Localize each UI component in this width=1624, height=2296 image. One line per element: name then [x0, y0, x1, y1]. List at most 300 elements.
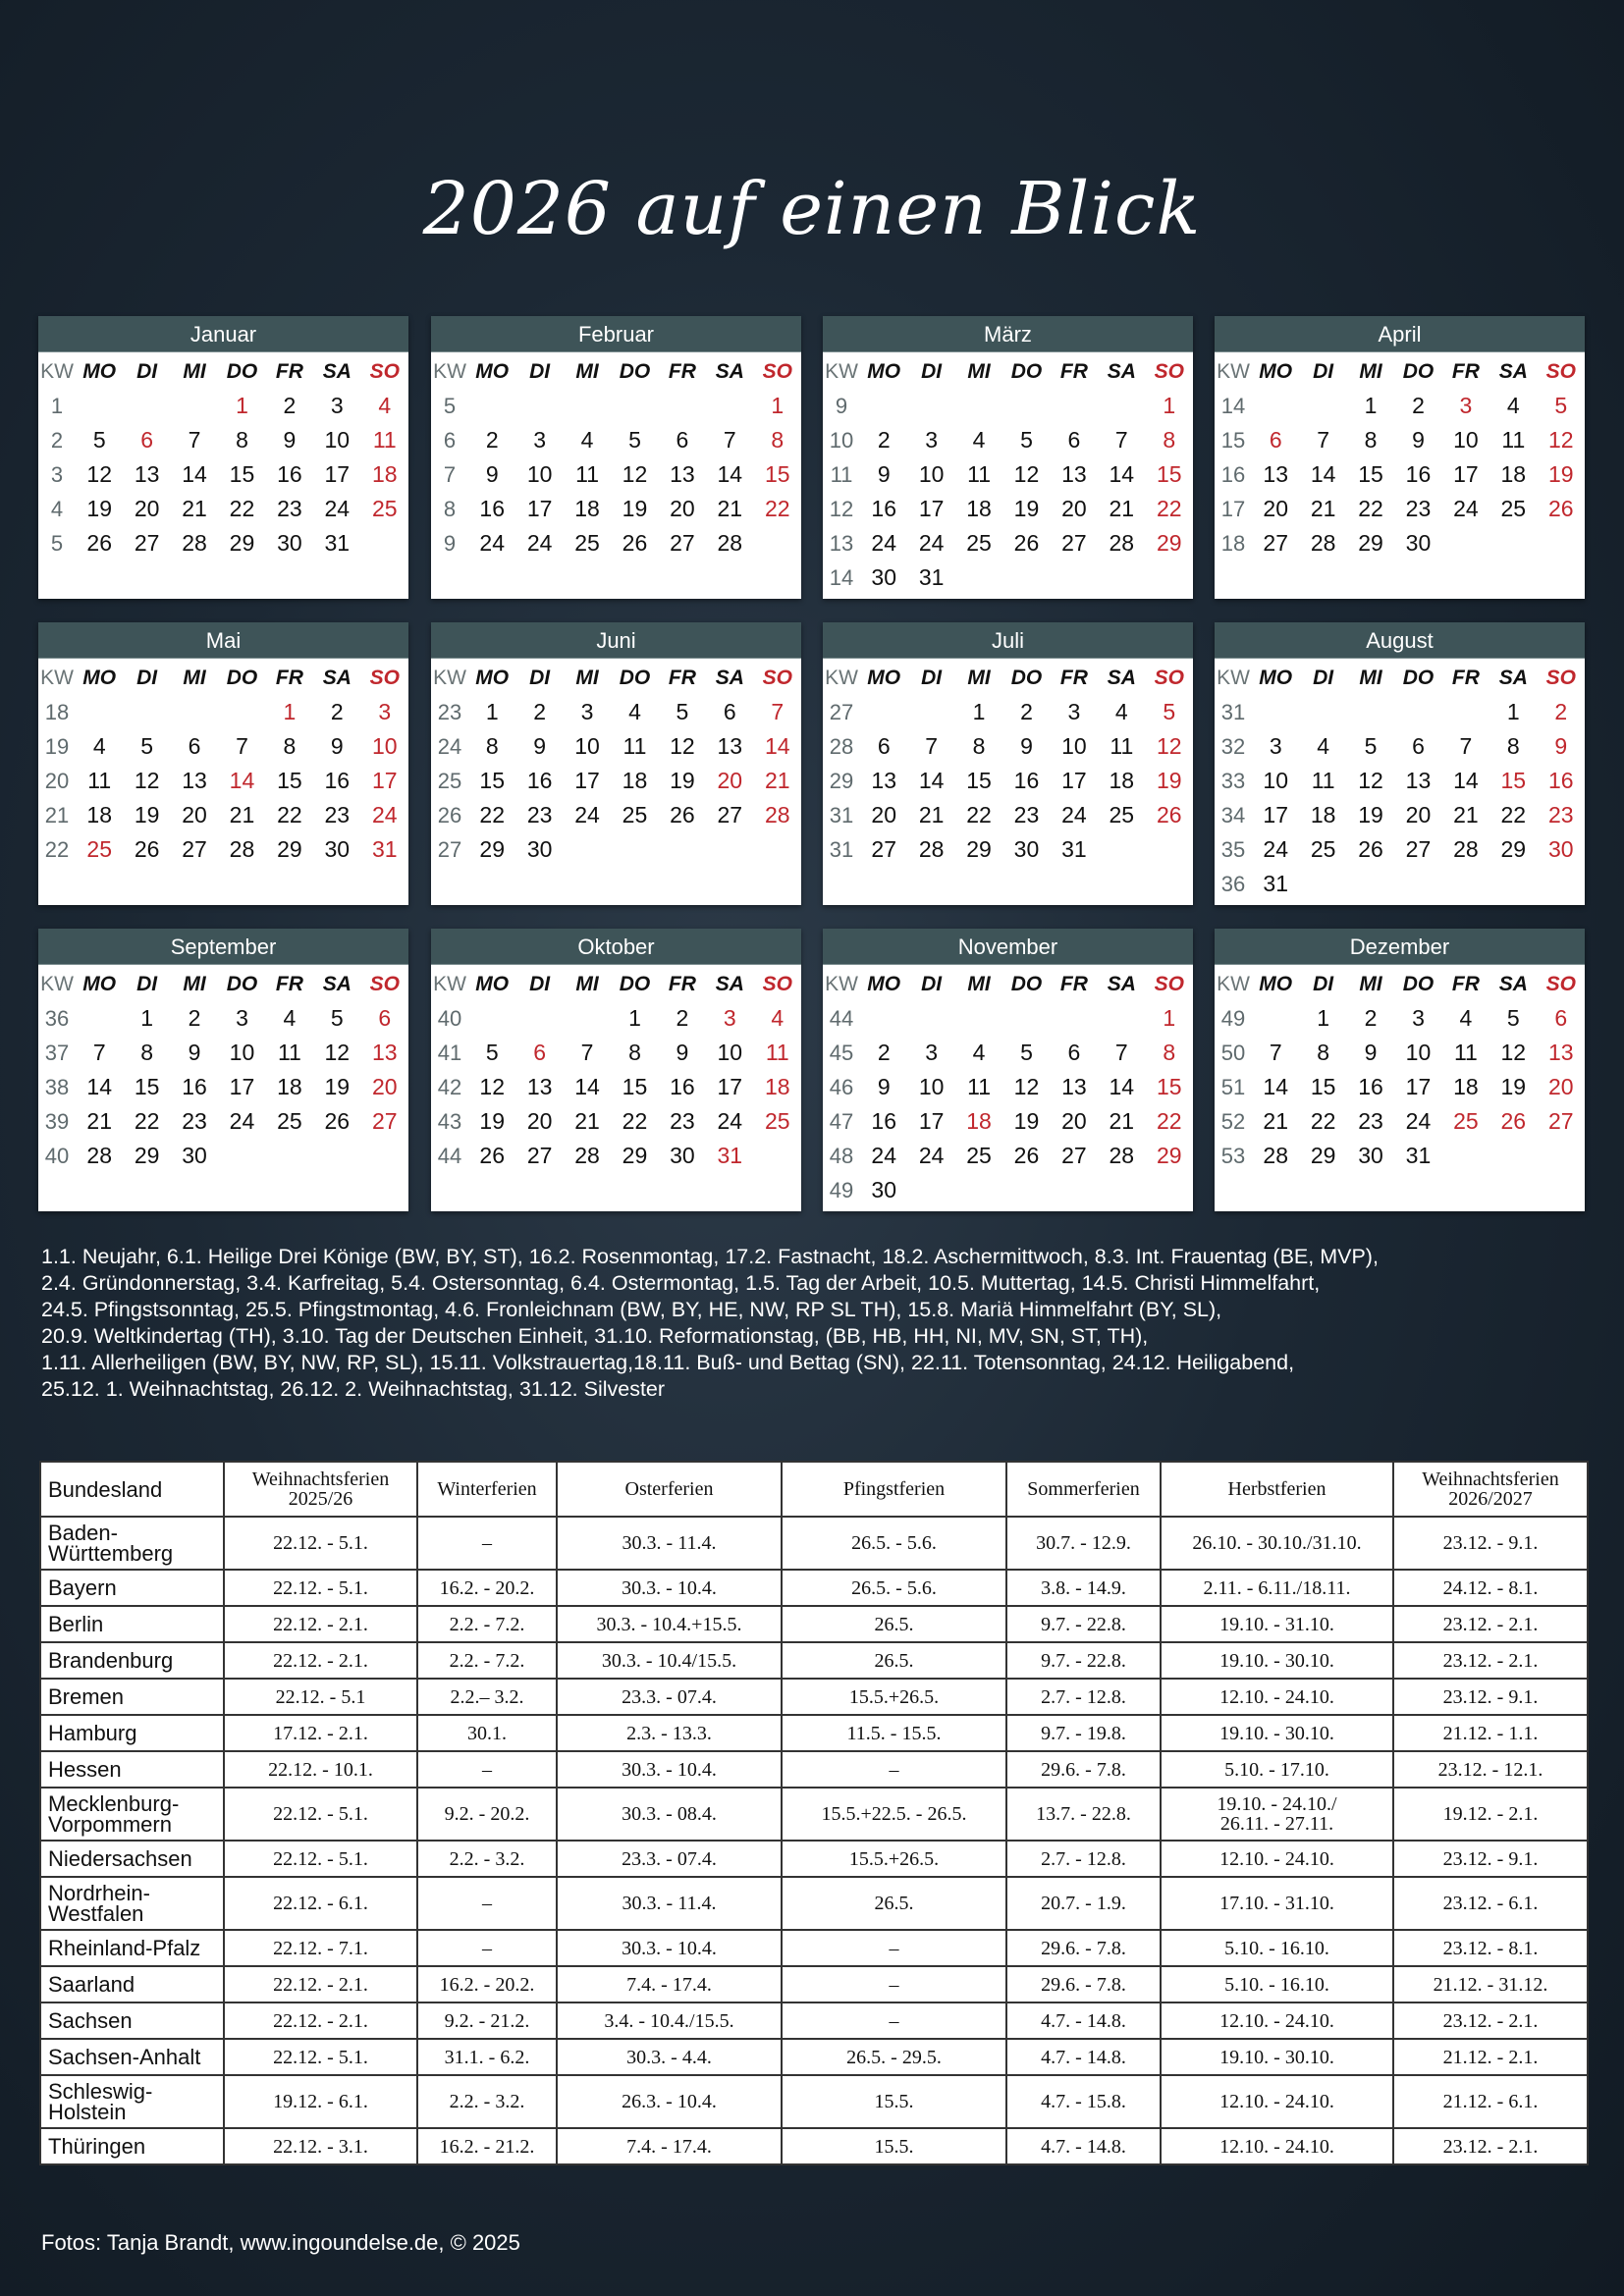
- day-cell: 6: [1067, 1040, 1081, 1065]
- table-header-row: [40, 1462, 1588, 1517]
- week-number: 16: [1220, 461, 1246, 487]
- holiday-dates: 23.3. - 07.4.: [557, 1679, 782, 1715]
- day-cell: 19: [1013, 1108, 1040, 1134]
- weekday-label: KW: [433, 666, 466, 689]
- day-cell: 2: [1364, 1005, 1378, 1031]
- day-cell: 19: [670, 768, 695, 793]
- weekday-label: KW: [433, 972, 466, 995]
- day-cell: 13: [182, 768, 207, 793]
- holiday-dates: 23.12. - 2.1.: [1393, 2128, 1588, 2164]
- weekday-label: KW: [40, 972, 74, 995]
- holiday-dates: 3.8. - 14.9.: [1006, 1570, 1161, 1606]
- holiday-dates: 30.3. - 10.4.: [557, 1751, 782, 1788]
- day-cell: 3: [925, 427, 939, 453]
- day-cell: 30: [871, 564, 896, 590]
- holiday-dates: –: [417, 1517, 557, 1570]
- day-cell: 25: [764, 1108, 790, 1134]
- day-cell: 26: [479, 1143, 505, 1168]
- day-cell: 11: [277, 1040, 301, 1065]
- day-cell: 12: [479, 1074, 505, 1099]
- day-cell: 28: [764, 802, 790, 828]
- day-cell: 1: [628, 1005, 641, 1031]
- holiday-dates: 22.12. - 7.1.: [224, 1930, 417, 1966]
- day-cell: 1: [1163, 1005, 1176, 1031]
- holiday-dates: 4.7. - 14.8.: [1006, 2128, 1161, 2164]
- week-number: 45: [829, 1040, 854, 1065]
- day-cell: 16: [1358, 1074, 1383, 1099]
- holiday-dates: 21.12. - 1.1.: [1393, 1715, 1588, 1751]
- day-cell: 27: [1061, 1143, 1087, 1168]
- weekday-label: MI: [967, 359, 991, 383]
- day-cell: 31: [1263, 871, 1288, 896]
- holiday-dates: 12.10. - 24.10.: [1161, 2075, 1393, 2128]
- day-cell: 13: [1547, 1040, 1574, 1065]
- day-cell: 14: [1109, 461, 1135, 487]
- week-number: 41: [437, 1040, 462, 1065]
- day-cell: 24: [1263, 836, 1288, 862]
- day-cell: [1299, 867, 1346, 901]
- holiday-dates: 9.2. - 20.2.: [417, 1788, 557, 1841]
- day-cell: 4: [1506, 393, 1520, 418]
- day-cell: 5: [628, 427, 641, 453]
- column-header: Weihnachtsferien 2025/26: [224, 1462, 417, 1517]
- day-cell: [171, 389, 218, 423]
- day-cell: [515, 389, 563, 423]
- weekday-label: FR: [1059, 666, 1088, 689]
- weekday-label: MO: [1259, 972, 1293, 995]
- day-cell: 1: [1317, 1005, 1330, 1031]
- weekday-label: FR: [275, 359, 303, 383]
- week-number: 34: [1220, 802, 1246, 828]
- day-cell: [564, 1001, 611, 1036]
- day-cell: 11: [1311, 768, 1335, 793]
- day-cell: 6: [378, 1005, 392, 1031]
- weekday-label: KW: [825, 666, 858, 689]
- day-cell: 21: [1453, 802, 1479, 828]
- holiday-dates: 13.7. - 22.8.: [1006, 1788, 1161, 1841]
- week-number: 18: [1220, 530, 1246, 556]
- day-cell: 5: [1020, 1040, 1033, 1065]
- day-cell: 19: [1500, 1074, 1527, 1099]
- weekday-label: SO: [1154, 359, 1184, 383]
- day-cell: 23: [324, 802, 351, 828]
- weekday-label: MO: [867, 666, 901, 689]
- day-cell: 7: [188, 427, 201, 453]
- day-cell: 1: [140, 1005, 154, 1031]
- holiday-dates: 4.7. - 15.8.: [1006, 2075, 1161, 2128]
- holiday-dates: 12.10. - 24.10.: [1161, 1679, 1393, 1715]
- day-cell: [361, 526, 408, 561]
- day-cell: 18: [371, 461, 398, 487]
- day-cell: 7: [236, 733, 248, 759]
- holiday-dates: 2.3. - 13.3.: [557, 1715, 782, 1751]
- week-number: 37: [44, 1040, 70, 1065]
- day-cell: 30: [1405, 530, 1432, 556]
- month-name: März: [823, 316, 1193, 352]
- day-cell: [1002, 561, 1050, 595]
- day-cell: 28: [574, 1143, 600, 1168]
- day-cell: 21: [1109, 1108, 1135, 1134]
- week-number: 17: [1220, 496, 1246, 521]
- day-cell: 2: [676, 1005, 689, 1031]
- week-number: 39: [44, 1108, 70, 1134]
- weekday-label: MI: [575, 359, 599, 383]
- holiday-dates: 21.12. - 6.1.: [1393, 2075, 1588, 2128]
- day-cell: 14: [1453, 768, 1479, 793]
- day-cell: [706, 389, 753, 423]
- day-cell: 22: [1156, 1108, 1182, 1134]
- holiday-line: 2.4. Gründonnerstag, 3.4. Karfreitag, 5.4. Ostersonntag, 6.4. Ostermontag, 1.5. Tag der Arbeit, 10.5. Muttertag, 14.5. Christi Himmelfahrt,: [41, 1271, 1321, 1295]
- weekday-label: FR: [1451, 359, 1480, 383]
- day-cell: 1: [972, 699, 986, 724]
- weekday-label: SO: [369, 359, 400, 383]
- table-row: [40, 1788, 1588, 1841]
- day-cell: 15: [764, 461, 790, 487]
- day-cell: 22: [622, 1108, 648, 1134]
- day-cell: 7: [580, 1040, 594, 1065]
- day-cell: 13: [670, 461, 695, 487]
- holiday-dates: 26.3. - 10.4.: [557, 2075, 782, 2128]
- day-cell: [361, 1139, 408, 1173]
- holiday-dates: 23.12. - 9.1.: [1393, 1679, 1588, 1715]
- day-cell: 24: [871, 1143, 896, 1168]
- day-cell: 18: [574, 496, 600, 521]
- day-cell: 17: [574, 768, 600, 793]
- day-cell: 2: [283, 393, 297, 418]
- day-cell: 6: [533, 1040, 547, 1065]
- day-cell: 12: [134, 768, 160, 793]
- state-name: Brandenburg: [40, 1642, 224, 1679]
- weekday-label: MO: [1259, 666, 1293, 689]
- day-cell: [564, 389, 611, 423]
- holiday-dates: 15.5.+26.5.: [782, 1679, 1006, 1715]
- holiday-dates: 12.10. - 24.10.: [1161, 1841, 1393, 1877]
- day-cell: [123, 389, 170, 423]
- weekday-label: SO: [762, 666, 792, 689]
- day-cell: 24: [717, 1108, 743, 1134]
- school-holidays-table: [39, 1461, 1589, 2165]
- weekday-label: MI: [967, 972, 991, 995]
- week-number: 31: [1220, 699, 1246, 724]
- week-number: 22: [44, 836, 70, 862]
- week-number: 49: [829, 1177, 854, 1202]
- day-cell: 31: [918, 564, 945, 590]
- table-row: [40, 1679, 1588, 1715]
- day-cell: 18: [966, 1108, 992, 1134]
- day-cell: 19: [479, 1108, 505, 1134]
- day-cell: [659, 832, 706, 867]
- day-cell: 14: [86, 1074, 112, 1099]
- holiday-dates: 23.12. - 2.1.: [1393, 1606, 1588, 1642]
- day-cell: 4: [628, 699, 641, 724]
- day-cell: 27: [1263, 530, 1288, 556]
- month-februar: [431, 316, 801, 599]
- day-cell: 16: [479, 496, 505, 521]
- holiday-dates: –: [417, 1877, 557, 1930]
- day-cell: 27: [1405, 836, 1432, 862]
- day-cell: 26: [1500, 1108, 1527, 1134]
- table-row: [40, 1751, 1588, 1788]
- weekday-label: SA: [715, 359, 744, 383]
- day-cell: 13: [134, 461, 160, 487]
- holiday-dates: 23.12. - 6.1.: [1393, 1877, 1588, 1930]
- day-cell: 25: [966, 1143, 992, 1168]
- day-cell: 7: [1317, 427, 1330, 453]
- day-cell: 24: [324, 496, 351, 521]
- week-number: 5: [50, 530, 64, 556]
- day-cell: 11: [967, 1074, 991, 1099]
- weekday-label: FR: [1059, 972, 1088, 995]
- weekday-label: FR: [1451, 972, 1480, 995]
- day-cell: 1: [1364, 393, 1378, 418]
- holiday-dates: 29.6. - 7.8.: [1006, 1966, 1161, 2002]
- weekday-label: MI: [967, 666, 991, 689]
- week-number: 20: [44, 768, 70, 793]
- holiday-dates: 23.12. - 2.1.: [1393, 2002, 1588, 2039]
- day-cell: 30: [670, 1143, 695, 1168]
- day-cell: 21: [86, 1108, 112, 1134]
- day-cell: 7: [1114, 1040, 1128, 1065]
- holiday-list: [41, 1244, 1593, 1403]
- day-cell: 19: [1358, 802, 1383, 828]
- day-cell: 25: [86, 836, 112, 862]
- day-cell: 4: [771, 1005, 785, 1031]
- day-cell: [754, 1139, 801, 1173]
- day-cell: 28: [918, 836, 945, 862]
- holiday-dates: 2.2.– 3.2.: [417, 1679, 557, 1715]
- weekday-label: SO: [1545, 359, 1576, 383]
- day-cell: 6: [1067, 427, 1081, 453]
- month-mai: [38, 622, 408, 905]
- weekday-label: DO: [1010, 666, 1043, 689]
- weekday-label: SA: [715, 972, 744, 995]
- week-number: 3: [50, 461, 64, 487]
- state-name: Bayern: [40, 1570, 224, 1606]
- week-number: 43: [437, 1108, 462, 1134]
- day-cell: 5: [1364, 733, 1378, 759]
- day-cell: 14: [764, 733, 790, 759]
- day-cell: 30: [871, 1177, 896, 1202]
- holiday-dates: 30.3. - 10.4.+15.5.: [557, 1606, 782, 1642]
- day-cell: 1: [1506, 699, 1520, 724]
- holiday-dates: 2.2. - 3.2.: [417, 1841, 557, 1877]
- day-cell: 23: [1405, 496, 1432, 521]
- holiday-dates: 22.12. - 10.1.: [224, 1751, 417, 1788]
- day-cell: 18: [277, 1074, 302, 1099]
- holiday-dates: 23.12. - 9.1.: [1393, 1517, 1588, 1570]
- weekday-label: MI: [1359, 359, 1382, 383]
- weekday-label: MI: [575, 666, 599, 689]
- holiday-dates: 2.7. - 12.8.: [1006, 1679, 1161, 1715]
- state-name: Berlin: [40, 1606, 224, 1642]
- holiday-line: 24.5. Pfingstsonntag, 25.5. Pfingstmontag, 4.6. Fronleichnam (BW, BY, HE, NW, RP SL TH), 15.8. Mariä Himmelfahrt (BY, SL),: [41, 1298, 1222, 1321]
- day-cell: 15: [479, 768, 505, 793]
- day-cell: 23: [1358, 1108, 1383, 1134]
- weekday-label: FR: [275, 666, 303, 689]
- weekday-label: KW: [1217, 359, 1250, 383]
- table-row: [40, 1841, 1588, 1877]
- day-cell: 30: [526, 836, 553, 862]
- day-cell: 4: [1459, 1005, 1473, 1031]
- day-cell: 19: [134, 802, 160, 828]
- holiday-dates: 30.7. - 12.9.: [1006, 1517, 1161, 1570]
- weekday-label: SA: [1498, 359, 1528, 383]
- holiday-dates: 9.2. - 21.2.: [417, 2002, 557, 2039]
- day-cell: 5: [485, 1040, 499, 1065]
- day-cell: [1051, 1001, 1098, 1036]
- day-cell: 26: [1358, 836, 1383, 862]
- weekday-label: KW: [825, 359, 858, 383]
- day-cell: 2: [1020, 699, 1033, 724]
- day-cell: 30: [324, 836, 351, 862]
- day-cell: 26: [324, 1108, 351, 1134]
- holiday-dates: 23.12. - 12.1.: [1393, 1751, 1588, 1788]
- day-cell: [1394, 867, 1441, 901]
- weekday-label: MO: [475, 666, 510, 689]
- week-number: 14: [1220, 393, 1246, 418]
- holiday-dates: 2.7. - 12.8.: [1006, 1841, 1161, 1877]
- day-cell: 25: [966, 530, 992, 556]
- week-number: 9: [443, 530, 457, 556]
- day-cell: [611, 832, 658, 867]
- day-cell: 16: [277, 461, 302, 487]
- week-number: 40: [44, 1143, 70, 1168]
- day-cell: 26: [1156, 802, 1182, 828]
- day-cell: 28: [1263, 1143, 1288, 1168]
- week-number: 32: [1220, 733, 1246, 759]
- day-cell: 24: [918, 1143, 945, 1168]
- weekday-label: KW: [433, 359, 466, 383]
- week-number: 2: [50, 427, 64, 453]
- day-cell: 12: [1013, 461, 1040, 487]
- weekday-label: DI: [921, 666, 943, 689]
- day-cell: [1002, 1001, 1050, 1036]
- day-cell: 19: [86, 496, 112, 521]
- weekday-label: DI: [529, 359, 551, 383]
- holiday-dates: 12.10. - 24.10.: [1161, 2128, 1393, 2164]
- day-cell: 12: [86, 461, 112, 487]
- day-cell: 29: [1156, 1143, 1182, 1168]
- day-cell: 14: [918, 768, 945, 793]
- day-cell: 6: [1554, 1005, 1568, 1031]
- day-cell: 5: [1163, 699, 1176, 724]
- day-cell: 18: [1310, 802, 1336, 828]
- day-cell: 3: [378, 699, 392, 724]
- weekday-label: DO: [226, 666, 258, 689]
- week-number: 27: [829, 699, 854, 724]
- state-name: Hamburg: [40, 1715, 224, 1751]
- table-row: [40, 1715, 1588, 1751]
- holiday-dates: 15.5.: [782, 2075, 1006, 2128]
- day-cell: 26: [1013, 1143, 1040, 1168]
- day-cell: [1489, 1139, 1537, 1173]
- table-row: [40, 1606, 1588, 1642]
- day-cell: 12: [670, 733, 695, 759]
- day-cell: 22: [1358, 496, 1383, 521]
- week-number: 52: [1220, 1108, 1246, 1134]
- holiday-dates: 26.5. - 5.6.: [782, 1517, 1006, 1570]
- weekday-label: FR: [668, 972, 696, 995]
- day-cell: 16: [871, 1108, 896, 1134]
- day-cell: [1538, 1139, 1585, 1173]
- month-september: [38, 929, 408, 1211]
- week-number: 35: [1220, 836, 1246, 862]
- day-cell: 16: [670, 1074, 695, 1099]
- day-cell: 10: [229, 1040, 255, 1065]
- day-cell: 6: [877, 733, 891, 759]
- day-cell: 12: [1547, 427, 1574, 453]
- month-märz: [823, 316, 1193, 599]
- holiday-dates: 23.12. - 8.1.: [1393, 1930, 1588, 1966]
- day-cell: [1299, 695, 1346, 729]
- weekday-label: SO: [369, 666, 400, 689]
- week-number: 26: [437, 802, 462, 828]
- day-cell: 25: [1500, 496, 1527, 521]
- day-cell: [1538, 526, 1585, 561]
- day-cell: 9: [330, 733, 344, 759]
- day-cell: 27: [1547, 1108, 1574, 1134]
- day-cell: [76, 1001, 123, 1036]
- holiday-dates: 2.11. - 6.11./18.11.: [1161, 1570, 1393, 1606]
- day-cell: [564, 832, 611, 867]
- day-cell: 7: [1459, 733, 1473, 759]
- holiday-dates: 30.3. - 11.4.: [557, 1877, 782, 1930]
- day-cell: 11: [623, 733, 647, 759]
- day-cell: 8: [1163, 1040, 1176, 1065]
- state-name: Niedersachsen: [40, 1841, 224, 1877]
- day-cell: 31: [324, 530, 351, 556]
- weekday-label: DO: [226, 359, 258, 383]
- week-number: 6: [443, 427, 457, 453]
- day-cell: 10: [1405, 1040, 1432, 1065]
- day-cell: 10: [1061, 733, 1087, 759]
- day-cell: 8: [628, 1040, 641, 1065]
- day-cell: 6: [188, 733, 201, 759]
- weekday-label: MO: [475, 972, 510, 995]
- weekday-label: SA: [1107, 972, 1136, 995]
- day-cell: 21: [717, 496, 743, 521]
- day-cell: 28: [1109, 530, 1135, 556]
- day-cell: 16: [871, 496, 896, 521]
- day-cell: 24: [1453, 496, 1479, 521]
- state-name: Saarland: [40, 1966, 224, 2002]
- weekday-label: DI: [1313, 359, 1334, 383]
- week-number: 7: [443, 461, 457, 487]
- day-cell: 3: [1412, 1005, 1425, 1031]
- day-cell: 20: [1263, 496, 1288, 521]
- day-cell: [1098, 1001, 1145, 1036]
- week-number: 1: [50, 393, 64, 418]
- state-name: Schleswig- Holstein: [40, 2075, 224, 2128]
- state-name: Nordrhein- Westfalen: [40, 1877, 224, 1930]
- weekday-label: DO: [1010, 972, 1043, 995]
- day-cell: 25: [1310, 836, 1336, 862]
- holiday-dates: 23.12. - 9.1.: [1393, 1841, 1588, 1877]
- day-cell: 20: [526, 1108, 553, 1134]
- holiday-line: 1.11. Allerheiligen (BW, BY, NW, RP, SL), 15.11. Volkstrauertag,18.11. Buß- und Bettag (SN), 22.11. Totensonntag, 24.12. Heiligabend,: [41, 1351, 1295, 1374]
- day-cell: 24: [526, 530, 553, 556]
- day-cell: 29: [1156, 530, 1182, 556]
- day-cell: 22: [764, 496, 790, 521]
- table-row: [40, 1517, 1588, 1570]
- day-cell: 30: [182, 1143, 207, 1168]
- holiday-dates: 19.12. - 2.1.: [1393, 1788, 1588, 1841]
- table-row: [40, 2128, 1588, 2164]
- day-cell: 31: [1405, 1143, 1432, 1168]
- day-cell: 16: [1405, 461, 1432, 487]
- day-cell: 16: [526, 768, 553, 793]
- holiday-dates: 30.3. - 4.4.: [557, 2039, 782, 2075]
